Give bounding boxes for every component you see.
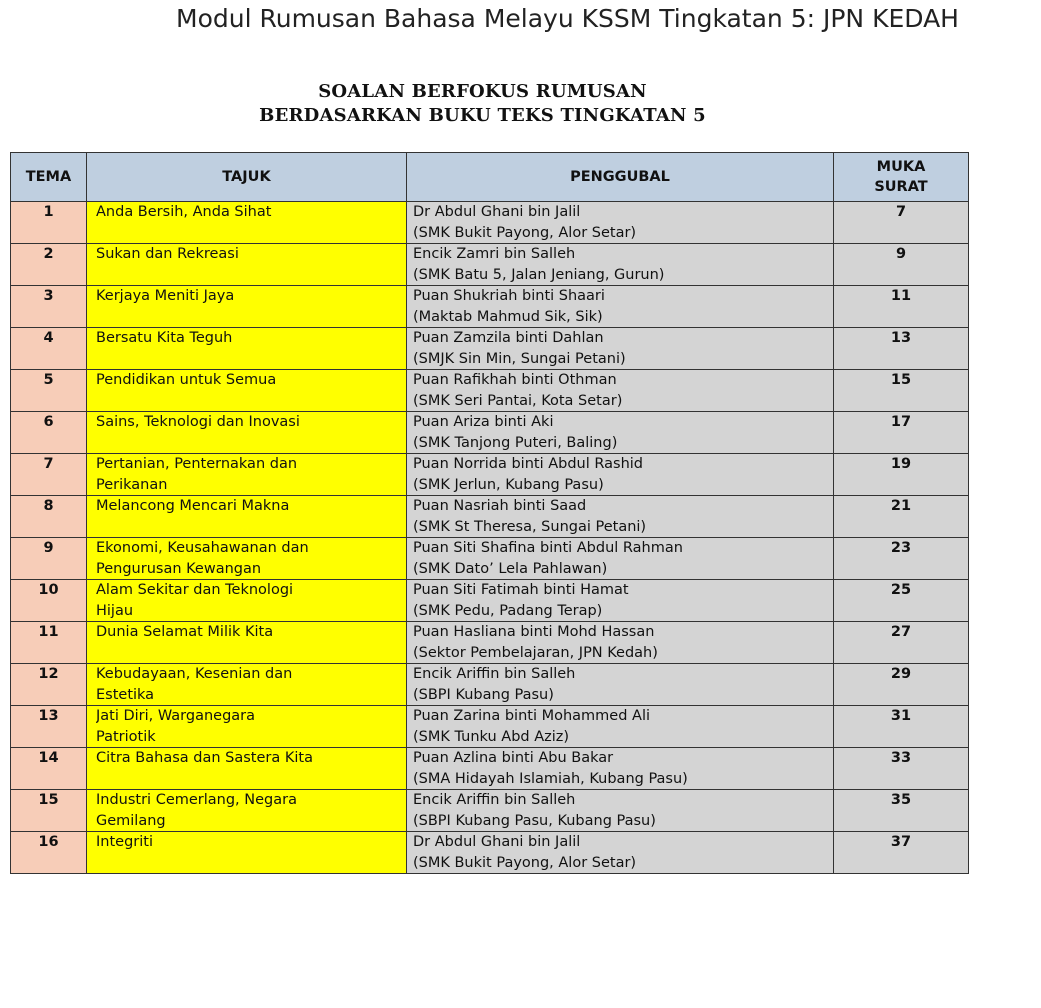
tajuk-cell [87, 580, 407, 622]
header-penggubal: PENGGUBAL [407, 153, 834, 202]
penggubal-cell [407, 790, 834, 832]
muka-surat-cell: 11 [834, 286, 969, 328]
table-row [11, 454, 969, 496]
muka-surat-cell: 9 [834, 244, 969, 286]
penggubal-school: (SMJK Sin Min, Sungai Petani) [413, 350, 626, 367]
penggubal-name: Puan Azlina binti Abu Bakar [413, 750, 614, 766]
penggubal-name: Puan Siti Shafina binti Abdul Rahman [413, 540, 683, 556]
tema-cell: 13 [11, 706, 87, 748]
tema-cell: 5 [11, 370, 87, 412]
document-title-line-1: SOALAN BERFOKUS RUMUSAN [318, 81, 647, 102]
tema-cell: 11 [11, 622, 87, 664]
tajuk-cell [87, 202, 407, 244]
penggubal-school: (Sektor Pembelajaran, JPN Kedah) [413, 644, 658, 661]
table-row [11, 706, 969, 748]
tema-cell: 15 [11, 790, 87, 832]
table-row [11, 370, 969, 412]
tajuk-line-1: Integriti [96, 834, 153, 850]
penggubal-name: Puan Zamzila binti Dahlan [413, 330, 604, 346]
header-muka-surat [834, 153, 969, 202]
penggubal-name: Puan Zarina binti Mohammed Ali [413, 708, 651, 724]
penggubal-school: (SMK Pedu, Padang Terap) [413, 602, 603, 619]
penggubal-school: (SMK Dato’ Lela Pahlawan) [413, 560, 608, 577]
tajuk-cell [87, 622, 407, 664]
header-tema: TEMA [11, 153, 87, 202]
page-header: Modul Rumusan Bahasa Melayu KSSM Tingkatan 5: JPN KEDAH [176, 4, 959, 33]
penggubal-school: (SMK Batu 5, Jalan Jeniang, Gurun) [413, 266, 665, 283]
table-row [11, 580, 969, 622]
table-row [11, 496, 969, 538]
tajuk-line-2: Gemilang [96, 812, 166, 829]
penggubal-school: (SMK Jerlun, Kubang Pasu) [413, 476, 604, 493]
penggubal-cell [407, 538, 834, 580]
table-row [11, 790, 969, 832]
tajuk-line-1: Anda Bersih, Anda Sihat [96, 204, 272, 220]
penggubal-name: Puan Hasliana binti Mohd Hassan [413, 624, 655, 640]
muka-surat-cell: 17 [834, 412, 969, 454]
tajuk-line-1: Citra Bahasa dan Sastera Kita [96, 750, 313, 766]
penggubal-school: (SBPI Kubang Pasu, Kubang Pasu) [413, 812, 656, 829]
table-row [11, 328, 969, 370]
penggubal-name: Puan Shukriah binti Shaari [413, 288, 605, 304]
tajuk-line-1: Melancong Mencari Makna [96, 498, 290, 514]
penggubal-school: (SMK Tanjong Puteri, Baling) [413, 434, 618, 451]
tajuk-line-2: Pengurusan Kewangan [96, 560, 262, 577]
penggubal-school: (SMK Bukit Payong, Alor Setar) [413, 224, 637, 241]
penggubal-name: Puan Nasriah binti Saad [413, 498, 587, 514]
penggubal-school: (Maktab Mahmud Sik, Sik) [413, 308, 603, 325]
header-tajuk: TAJUK [87, 153, 407, 202]
penggubal-name: Puan Ariza binti Aki [413, 414, 554, 430]
penggubal-name: Dr Abdul Ghani bin Jalil [413, 204, 581, 220]
muka-surat-cell: 33 [834, 748, 969, 790]
tajuk-cell [87, 370, 407, 412]
tema-cell: 16 [11, 832, 87, 874]
tajuk-line-1: Sains, Teknologi dan Inovasi [96, 414, 300, 430]
penggubal-cell [407, 832, 834, 874]
table-row [11, 412, 969, 454]
tajuk-cell [87, 454, 407, 496]
tajuk-cell [87, 412, 407, 454]
tajuk-cell [87, 286, 407, 328]
penggubal-school: (SMK St Theresa, Sungai Petani) [413, 518, 647, 535]
muka-surat-cell: 35 [834, 790, 969, 832]
penggubal-name: Puan Norrida binti Abdul Rashid [413, 456, 643, 472]
tajuk-line-1: Industri Cemerlang, Negara [96, 792, 297, 808]
header-muka-surat-line-2: SURAT [874, 179, 928, 195]
tema-cell: 9 [11, 538, 87, 580]
tema-cell: 3 [11, 286, 87, 328]
penggubal-name: Encik Zamri bin Salleh [413, 246, 576, 262]
table-row [11, 664, 969, 706]
penggubal-school: (SMK Tunku Abd Aziz) [413, 728, 570, 745]
tajuk-line-1: Bersatu Kita Teguh [96, 330, 233, 346]
tema-cell: 1 [11, 202, 87, 244]
penggubal-cell [407, 706, 834, 748]
penggubal-school: (SMK Seri Pantai, Kota Setar) [413, 392, 623, 409]
table-row [11, 244, 969, 286]
penggubal-school: (SMA Hidayah Islamiah, Kubang Pasu) [413, 770, 688, 787]
tajuk-cell [87, 748, 407, 790]
tajuk-line-1: Jati Diri, Warganegara [96, 708, 256, 724]
tajuk-line-1: Dunia Selamat Milik Kita [96, 624, 274, 640]
tajuk-line-2: Estetika [96, 686, 155, 703]
tajuk-line-2: Perikanan [96, 476, 168, 493]
penggubal-cell [407, 580, 834, 622]
muka-surat-cell: 21 [834, 496, 969, 538]
penggubal-school: (SBPI Kubang Pasu) [413, 686, 554, 703]
tajuk-line-2: Hijau [96, 602, 134, 619]
tajuk-cell [87, 328, 407, 370]
tajuk-line-1: Ekonomi, Keusahawanan dan [96, 540, 309, 556]
tajuk-line-1: Kerjaya Meniti Jaya [96, 288, 235, 304]
table-header-row [11, 153, 969, 202]
tajuk-line-1: Alam Sekitar dan Teknologi [96, 582, 294, 598]
tema-cell: 4 [11, 328, 87, 370]
muka-surat-cell: 7 [834, 202, 969, 244]
tema-cell: 7 [11, 454, 87, 496]
document-title-line-2: BERDASARKAN BUKU TEKS TINGKATAN 5 [259, 105, 706, 126]
muka-surat-cell: 23 [834, 538, 969, 580]
penggubal-cell [407, 454, 834, 496]
tajuk-line-1: Pendidikan untuk Semua [96, 372, 277, 388]
muka-surat-cell: 15 [834, 370, 969, 412]
tema-cell: 10 [11, 580, 87, 622]
penggubal-school: (SMK Bukit Payong, Alor Setar) [413, 854, 637, 871]
penggubal-cell [407, 622, 834, 664]
tema-cell: 2 [11, 244, 87, 286]
penggubal-cell [407, 496, 834, 538]
tema-cell: 14 [11, 748, 87, 790]
tajuk-cell [87, 790, 407, 832]
penggubal-cell [407, 286, 834, 328]
penggubal-name: Encik Ariffin bin Salleh [413, 666, 576, 682]
tajuk-line-1: Kebudayaan, Kesenian dan [96, 666, 293, 682]
penggubal-cell [407, 664, 834, 706]
muka-surat-cell: 13 [834, 328, 969, 370]
muka-surat-cell: 31 [834, 706, 969, 748]
muka-surat-cell: 37 [834, 832, 969, 874]
tajuk-cell [87, 832, 407, 874]
tajuk-cell [87, 244, 407, 286]
penggubal-cell [407, 328, 834, 370]
muka-surat-cell: 19 [834, 454, 969, 496]
table-row [11, 622, 969, 664]
table-row [11, 748, 969, 790]
tajuk-cell [87, 496, 407, 538]
table-row [11, 202, 969, 244]
tajuk-cell [87, 664, 407, 706]
tajuk-line-1: Pertanian, Penternakan dan [96, 456, 298, 472]
muka-surat-cell: 25 [834, 580, 969, 622]
penggubal-cell [407, 202, 834, 244]
tema-cell: 8 [11, 496, 87, 538]
tajuk-cell [87, 538, 407, 580]
penggubal-name: Puan Siti Fatimah binti Hamat [413, 582, 629, 598]
tema-cell: 12 [11, 664, 87, 706]
tajuk-line-2: Patriotik [96, 728, 156, 745]
muka-surat-cell: 29 [834, 664, 969, 706]
penggubal-cell [407, 370, 834, 412]
tajuk-cell [87, 706, 407, 748]
penggubal-name: Dr Abdul Ghani bin Jalil [413, 834, 581, 850]
penggubal-cell [407, 412, 834, 454]
muka-surat-cell: 27 [834, 622, 969, 664]
penggubal-name: Puan Rafikhah binti Othman [413, 372, 617, 388]
penggubal-cell [407, 244, 834, 286]
tema-cell: 6 [11, 412, 87, 454]
table-body [11, 202, 969, 874]
table-row [11, 538, 969, 580]
penggubal-cell [407, 748, 834, 790]
table-row [11, 286, 969, 328]
tajuk-line-1: Sukan dan Rekreasi [96, 246, 239, 262]
penggubal-name: Encik Ariffin bin Salleh [413, 792, 576, 808]
table-row [11, 832, 969, 874]
header-muka-surat-line-1: MUKA [876, 159, 926, 175]
rumusan-table [10, 152, 969, 874]
